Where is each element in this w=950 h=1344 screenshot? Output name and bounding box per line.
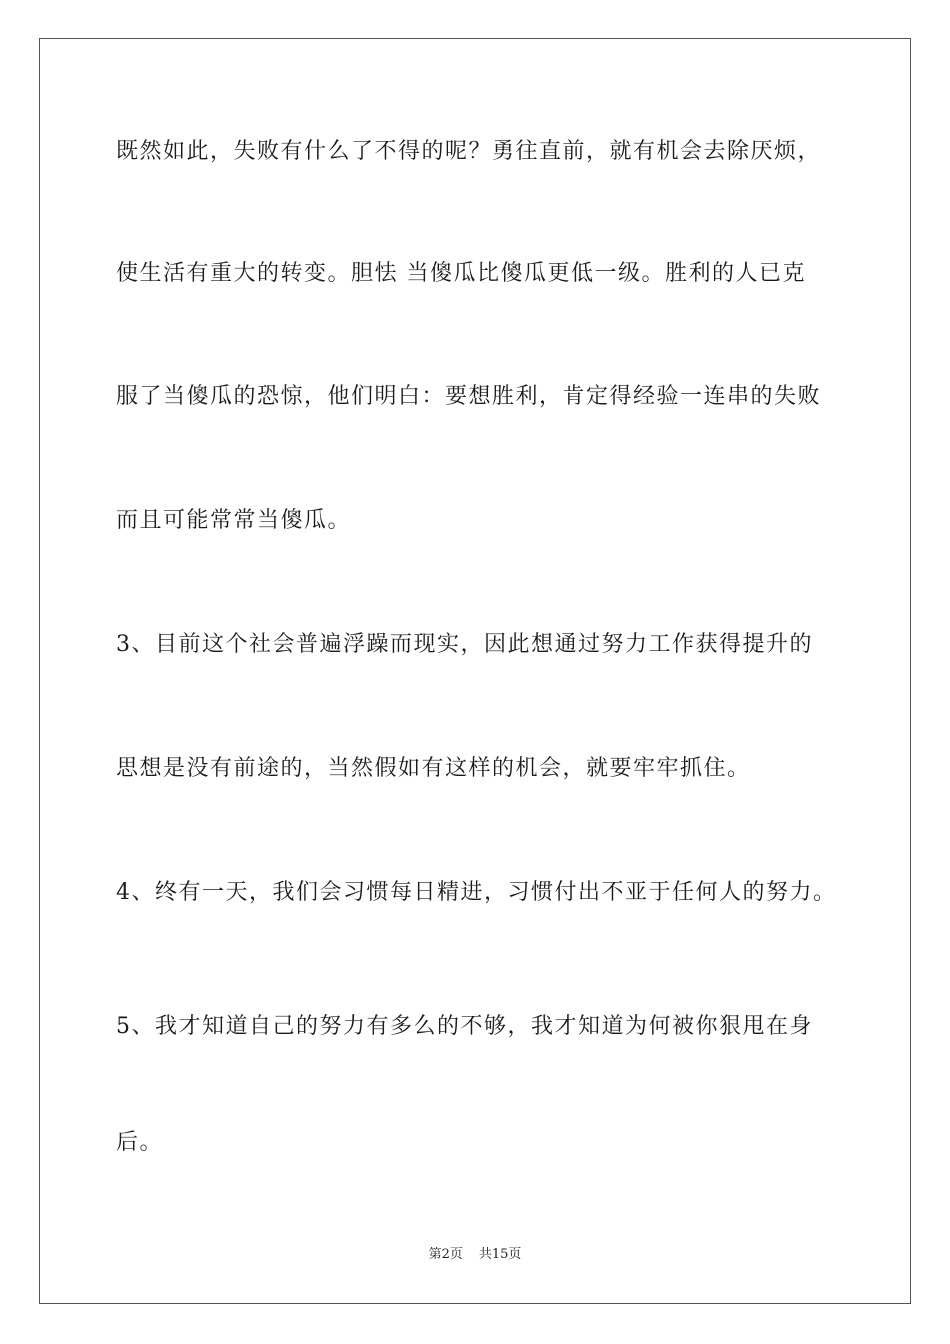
text-line: 既然如此，失败有什么了不得的呢？勇往直前，就有机会去除厌烦， (116, 139, 822, 164)
text-line: 而且可能常常当傻瓜。 (116, 508, 352, 533)
text-line: 使生活有重大的转变。胆怯 当傻瓜比傻瓜更低一级。胜利的人已克 (116, 261, 806, 286)
page-number: 第2页 (428, 1247, 463, 1262)
page-border (39, 38, 911, 1304)
text-line: 3、目前这个社会普遍浮躁而现实，因此想通过努力工作获得提升的 (116, 632, 813, 657)
text-line: 后。 (116, 1130, 164, 1155)
text-line: 思想是没有前途的，当然假如有这样的机会，就要牢牢抓住。 (116, 756, 751, 781)
text-line: 4、终有一天，我们会习惯每日精进，习惯付出不亚于任何人的努力。 (116, 880, 837, 905)
page-total: 共15页 (478, 1247, 522, 1262)
text-line: 服了当傻瓜的恐惊，他们明白：要想胜利，肯定得经验一连串的失败 (116, 384, 822, 409)
text-line: 5、我才知道自己的努力有多么的不够，我才知道为何被你狠甩在身 (116, 1014, 813, 1039)
page-footer (0, 1246, 950, 1264)
